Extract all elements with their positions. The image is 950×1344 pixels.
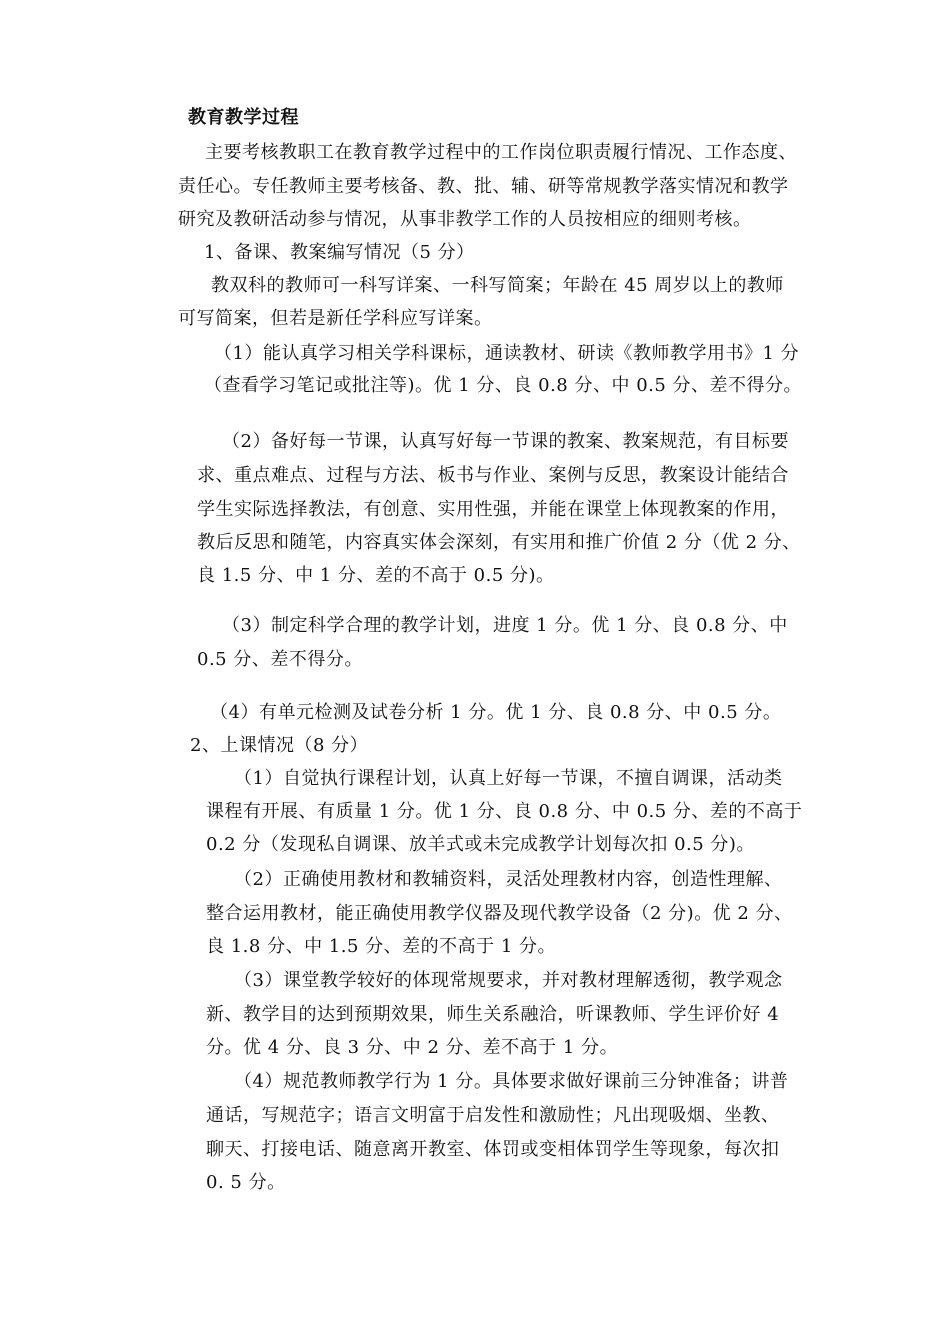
section-note-line: 教双科的教师可一科写详案、一科写简案；年龄在 45 周岁以上的教师 <box>211 275 784 296</box>
item-line: 课程有开展、有质量 1 分。优 1 分、良 0.8 分、中 0.5 分、差的不高于 <box>206 801 803 822</box>
item-line: （查看学习笔记或批注等)。优 1 分、良 0.8 分、中 0.5 分、差不得分。 <box>204 375 803 396</box>
item-line: （2）正确使用教材和教辅资料，灵活处理教材内容，创造性理解、 <box>234 869 783 890</box>
item-line: 良 1.5 分、中 1 分、差的不高于 0.5 分)。 <box>197 565 555 586</box>
item-line: 教后反思和随笔，内容真实体会深刻，有实用和推广价值 2 分（优 2 分、 <box>197 532 801 553</box>
item-line: 0. 5 分。 <box>206 1172 286 1193</box>
intro-line: 研究及教研活动参与情况，从事非教学工作的人员按相应的细则考核。 <box>178 209 752 230</box>
item-line: 通话，写规范字；语言文明富于启发性和激励性；凡出现吸烟、坐教、 <box>206 1105 780 1126</box>
item-line: （4）规范教师教学行为 1 分。具体要求做好课前三分钟准备；讲普 <box>234 1071 789 1092</box>
item-line: 学生实际选择教法，有创意、实用性强，并能在课堂上体现教案的作用， <box>197 499 789 520</box>
item-line: 整合运用教材，能正确使用教学仪器及现代教学设备（2 分)。优 2 分、 <box>206 903 793 924</box>
intro-line: 主要考核教职工在教育教学过程中的工作岗位职责履行情况、工作态度、 <box>205 142 797 163</box>
item-line: 新、教学目的达到预期效果，师生关系融洽，听课教师、学生评价好 4 <box>206 1004 780 1025</box>
item-line: 聊天、打接电话、随意离开教室、体罚或变相体罚学生等现象，每次扣 <box>206 1139 780 1160</box>
item-line: （4）有单元检测及试卷分析 1 分。优 1 分、良 0.8 分、中 0.5 分。 <box>210 702 782 723</box>
item-line: （3）课堂教学较好的体现常规要求，并对教材理解透彻，教学观念 <box>234 970 783 991</box>
item-line: 0.5 分、差不得分。 <box>197 649 363 670</box>
item-line: 求、重点难点、过程与方法、板书与作业、案例与反思，教案设计能结合 <box>197 465 789 486</box>
item-line: 良 1.8 分、中 1.5 分、差的不高于 1 分。 <box>206 936 557 957</box>
section-note-line: 可写简案，但若是新任学科应写详案。 <box>178 308 493 329</box>
item-line: （3）制定科学合理的教学计划，进度 1 分。优 1 分、良 0.8 分、中 <box>222 615 788 636</box>
section-heading: 1、备课、教案编写情况（5 分） <box>204 242 475 263</box>
section-heading: 2、上课情况（8 分） <box>190 735 369 756</box>
item-line: 分。优 4 分、良 3 分、中 2 分、差不高于 1 分。 <box>206 1037 619 1058</box>
document-title: 教育教学过程 <box>188 107 299 128</box>
item-line: （2）备好每一节课，认真写好每一节课的教案、教案规范，有目标要 <box>222 431 789 452</box>
item-line: （1）自觉执行课程计划，认真上好每一节课，不擅自调课，活动类 <box>234 768 783 789</box>
intro-line: 责任心。专任教师主要考核备、教、批、辅、研等常规教学落实情况和教学 <box>178 176 789 197</box>
item-line: （1）能认真学习相关学科课标，通读教材、研读《教师教学用书》1 分 <box>214 343 800 364</box>
item-line: 0.2 分（发现私自调课、放羊式或未完成教学计划每次扣 0.5 分)。 <box>206 834 755 855</box>
